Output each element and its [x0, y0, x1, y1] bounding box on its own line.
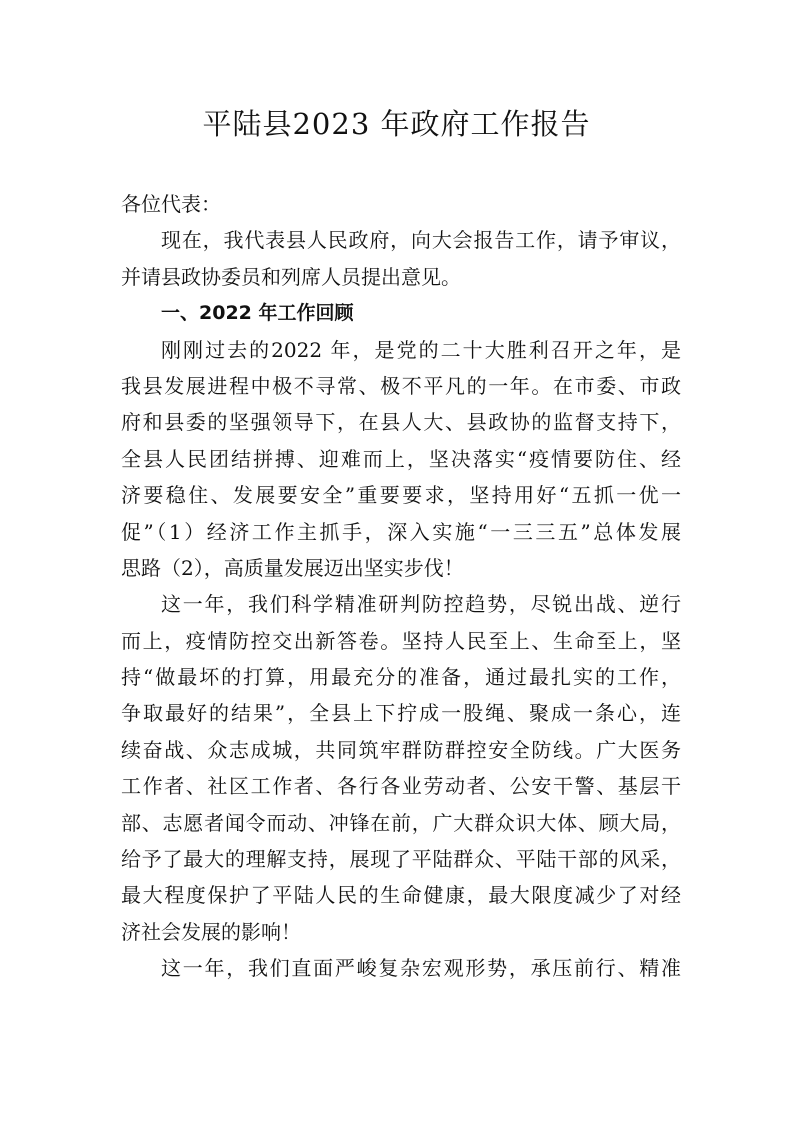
body-line: 持“做最坏的打算，用最充分的准备，通过最扎实的工作， [121, 665, 681, 690]
body-line: 济要稳住、发展要安全”重要要求，坚持用好“五抓一优一 [121, 483, 681, 508]
section-heading: 一、2022 年工作回顾 [161, 302, 354, 325]
body-line: 而上，疫情防控交出新答卷。坚持人民至上、生命至上，坚 [121, 628, 681, 653]
document-body [121, 186, 681, 987]
body-line: 现在，我代表县人民政府，向大会报告工作，请予审议， [161, 228, 681, 253]
body-line: 促”（1）经济工作主抓手，深入实施“一三三五”总体发展 [121, 519, 681, 544]
body-line: 工作者、社区工作者、各行各业劳动者、公安干警、基层干 [121, 774, 681, 799]
body-line: 思路（2），高质量发展迈出坚实步伐！ [121, 555, 464, 580]
body-line: 这一年，我们直面严峻复杂宏观形势，承压前行、精准 [161, 956, 681, 981]
body-line: 府和县委的坚强领导下，在县人大、县政协的监督支持下， [121, 410, 681, 435]
body-line: 续奋战、众志成城，共同筑牢群防群控安全防线。广大医务 [121, 737, 681, 762]
body-line: 争取最好的结果”，全县上下拧成一股绳、聚成一条心，连 [121, 701, 681, 726]
body-line: 济社会发展的影响！ [121, 919, 301, 944]
document-title: 平陆县2023 年政府工作报告 [202, 107, 591, 141]
body-line: 并请县政协委员和列席人员提出意见。 [121, 264, 461, 289]
body-line: 我县发展进程中极不寻常、极不平凡的一年。在市委、市政 [121, 373, 681, 398]
body-line: 这一年，我们科学精准研判防控趋势，尽锐出战、逆行 [161, 592, 681, 617]
salutation-line: 各位代表： [121, 192, 221, 216]
body-line: 部、志愿者闻令而动、冲锋在前，广大群众识大体、顾大局， [121, 810, 681, 835]
body-line: 刚刚过去的2022 年，是党的二十大胜利召开之年，是 [161, 337, 681, 362]
body-line: 最大程度保护了平陆人民的生命健康，最大限度减少了对经 [121, 883, 681, 908]
body-line: 给予了最大的理解支持，展现了平陆群众、平陆干部的风采， [121, 847, 681, 872]
body-line: 全县人民团结拼搏、迎难而上，坚决落实“疫情要防住、经 [121, 446, 681, 471]
